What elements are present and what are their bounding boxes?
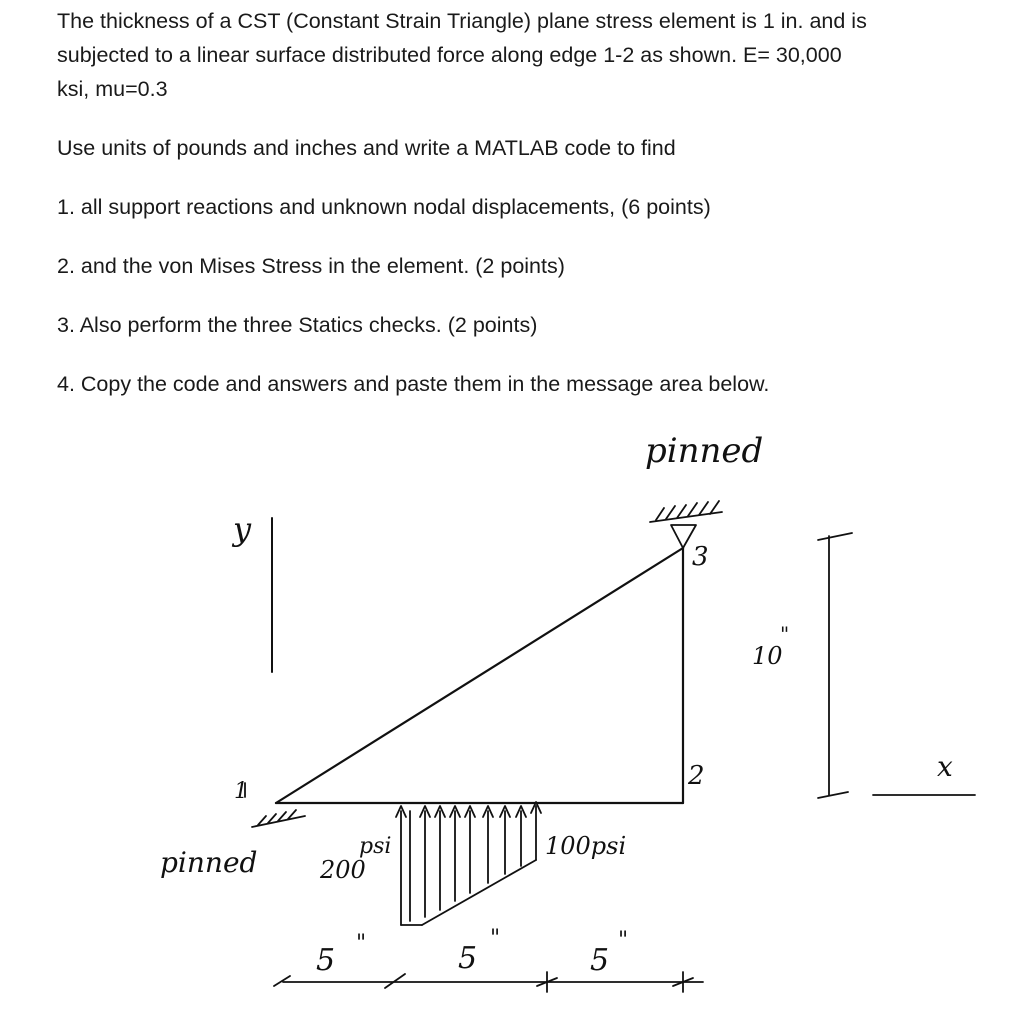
top-support-label: pinned <box>645 431 764 471</box>
load-left-value: 200 <box>320 856 366 884</box>
node-1-label: 1 <box>234 779 248 804</box>
height-dimension <box>818 533 852 798</box>
task-item-4: 4. Copy the code and answers and paste them in the message area below. <box>57 372 770 396</box>
span-3-value: 5 <box>590 943 610 978</box>
node-3-label: 3 <box>692 542 709 572</box>
instruction-text: Use units of pounds and inches and write a MATLAB code to find <box>57 136 676 160</box>
x-axis-label: x <box>937 750 953 783</box>
load-left-unit: psi <box>359 834 392 859</box>
intro-line: The thickness of a CST (Constant Strain Triangle) plane stress element is 1 in. and is <box>57 9 867 33</box>
y-axis-label: y <box>233 510 252 548</box>
span-3-unit: " <box>618 928 629 953</box>
node-2-label: 2 <box>688 761 705 791</box>
left-support-label: pinned <box>160 846 258 879</box>
height-dimension-value: 10 <box>752 642 783 670</box>
span-2-unit: " <box>490 926 501 951</box>
span-dimension <box>274 972 703 992</box>
span-1-unit: " <box>356 931 367 956</box>
intro-line: subjected to a linear surface distributed force along edge 1-2 as shown. E= 30,000 <box>57 43 842 67</box>
span-2-value: 5 <box>458 941 478 976</box>
hypotenuse-edge-1-3 <box>276 548 683 803</box>
distributed-load <box>396 802 541 925</box>
height-dimension-unit: " <box>780 622 790 646</box>
task-item-1: 1. all support reactions and unknown nodal displacements, (6 points) <box>57 195 711 219</box>
task-item-3: 3. Also perform the three Statics checks. (2 points) <box>57 313 538 337</box>
pinned-support-top <box>650 501 722 548</box>
intro-line: ksi, mu=0.3 <box>57 77 168 101</box>
load-right-label: 100psi <box>545 832 627 860</box>
task-item-2: 2. and the von Mises Stress in the element. (2 points) <box>57 254 565 278</box>
span-1-value: 5 <box>316 943 336 978</box>
